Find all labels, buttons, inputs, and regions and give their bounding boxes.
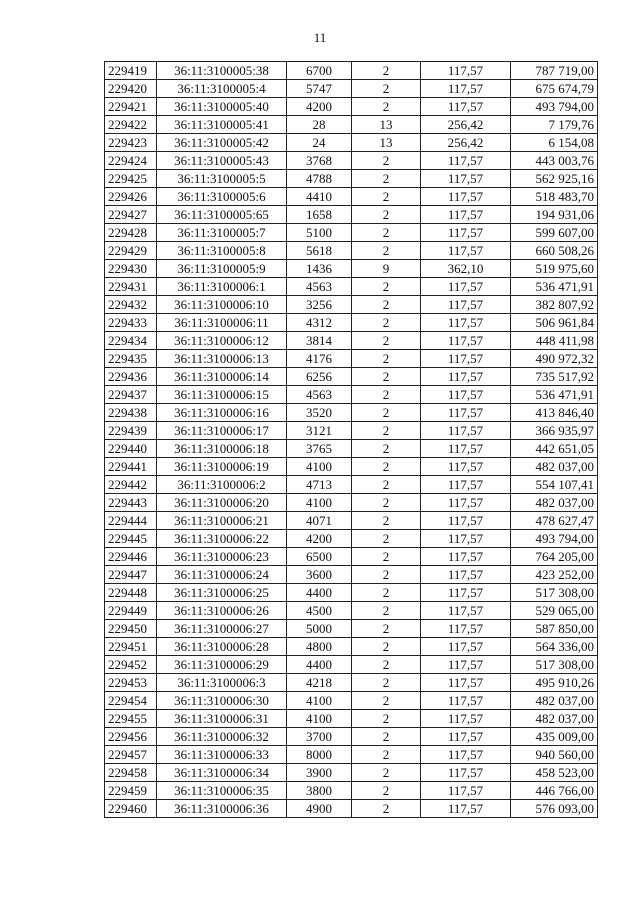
area-cell: 4400 [287,656,352,674]
table-body [105,62,598,818]
value-cell: 506 961,84 [511,314,598,332]
row-id-cell: 229431 [105,278,157,296]
rate-cell: 117,57 [421,548,511,566]
area-cell: 5100 [287,224,352,242]
rate-cell: 117,57 [421,422,511,440]
value-cell: 366 935,97 [511,422,598,440]
row-id-cell: 229435 [105,350,157,368]
rate-cell: 117,57 [421,458,511,476]
rate-cell: 117,57 [421,476,511,494]
area-cell: 4563 [287,386,352,404]
row-id-cell: 229445 [105,530,157,548]
cadastral-number-cell: 36:11:3100005:42 [157,134,287,152]
row-id-cell: 229426 [105,188,157,206]
rate-cell: 117,57 [421,278,511,296]
area-cell: 3121 [287,422,352,440]
code-cell: 2 [352,746,421,764]
code-cell: 2 [352,620,421,638]
row-id-cell: 229446 [105,548,157,566]
row-id-cell: 229429 [105,242,157,260]
code-cell: 2 [352,206,421,224]
table-row [105,206,598,224]
value-cell: 536 471,91 [511,386,598,404]
rate-cell: 117,57 [421,350,511,368]
rate-cell: 117,57 [421,656,511,674]
rate-cell: 117,57 [421,638,511,656]
table-row [105,458,598,476]
cadastral-number-cell: 36:11:3100006:31 [157,710,287,728]
table-row [105,350,598,368]
cadastral-number-cell: 36:11:3100005:7 [157,224,287,242]
area-cell: 4071 [287,512,352,530]
row-id-cell: 229436 [105,368,157,386]
cadastral-number-cell: 36:11:3100006:26 [157,602,287,620]
value-cell: 519 975,60 [511,260,598,278]
row-id-cell: 229443 [105,494,157,512]
row-id-cell: 229451 [105,638,157,656]
value-cell: 478 627,47 [511,512,598,530]
cadastral-number-cell: 36:11:3100006:27 [157,620,287,638]
table-row [105,530,598,548]
area-cell: 8000 [287,746,352,764]
code-cell: 2 [352,512,421,530]
cadastral-number-cell: 36:11:3100006:29 [157,656,287,674]
code-cell: 2 [352,278,421,296]
table-row [105,260,598,278]
value-cell: 493 794,00 [511,530,598,548]
rate-cell: 117,57 [421,386,511,404]
rate-cell: 117,57 [421,224,511,242]
code-cell: 2 [352,314,421,332]
table-row [105,512,598,530]
cadastral-number-cell: 36:11:3100006:16 [157,404,287,422]
row-id-cell: 229459 [105,782,157,800]
cadastral-number-cell: 36:11:3100006:34 [157,764,287,782]
value-cell: 458 523,00 [511,764,598,782]
rate-cell: 117,57 [421,368,511,386]
cadastral-number-cell: 36:11:3100006:25 [157,584,287,602]
area-cell: 1658 [287,206,352,224]
rate-cell: 362,10 [421,260,511,278]
row-id-cell: 229448 [105,584,157,602]
value-cell: 423 252,00 [511,566,598,584]
table-row [105,620,598,638]
row-id-cell: 229434 [105,332,157,350]
value-cell: 382 807,92 [511,296,598,314]
rate-cell: 117,57 [421,530,511,548]
row-id-cell: 229456 [105,728,157,746]
value-cell: 735 517,92 [511,368,598,386]
rate-cell: 256,42 [421,134,511,152]
cadastral-number-cell: 36:11:3100005:4 [157,80,287,98]
code-cell: 9 [352,260,421,278]
area-cell: 6500 [287,548,352,566]
value-cell: 764 205,00 [511,548,598,566]
code-cell: 2 [352,584,421,602]
cadastral-number-cell: 36:11:3100006:3 [157,674,287,692]
cadastral-number-cell: 36:11:3100006:22 [157,530,287,548]
cadastral-number-cell: 36:11:3100006:30 [157,692,287,710]
table-row [105,422,598,440]
table-row [105,800,598,818]
value-cell: 787 719,00 [511,62,598,80]
cadastral-number-cell: 36:11:3100005:6 [157,188,287,206]
code-cell: 2 [352,422,421,440]
code-cell: 2 [352,242,421,260]
area-cell: 4563 [287,278,352,296]
code-cell: 2 [352,458,421,476]
rate-cell: 117,57 [421,332,511,350]
cadastral-number-cell: 36:11:3100006:19 [157,458,287,476]
table-row [105,188,598,206]
area-cell: 4218 [287,674,352,692]
row-id-cell: 229440 [105,440,157,458]
table-row [105,494,598,512]
rate-cell: 117,57 [421,98,511,116]
value-cell: 554 107,41 [511,476,598,494]
value-cell: 599 607,00 [511,224,598,242]
cadastral-number-cell: 36:11:3100005:5 [157,170,287,188]
code-cell: 2 [352,188,421,206]
table-row [105,584,598,602]
value-cell: 564 336,00 [511,638,598,656]
value-cell: 448 411,98 [511,332,598,350]
value-cell: 576 093,00 [511,800,598,818]
code-cell: 2 [352,494,421,512]
area-cell: 3256 [287,296,352,314]
value-cell: 562 925,16 [511,170,598,188]
code-cell: 2 [352,800,421,818]
table-row [105,278,598,296]
cadastral-number-cell: 36:11:3100005:38 [157,62,287,80]
table-row [105,314,598,332]
rate-cell: 117,57 [421,314,511,332]
row-id-cell: 229453 [105,674,157,692]
table-row [105,98,598,116]
code-cell: 2 [352,602,421,620]
rate-cell: 117,57 [421,188,511,206]
table-row [105,710,598,728]
value-cell: 442 651,05 [511,440,598,458]
code-cell: 2 [352,224,421,242]
value-cell: 482 037,00 [511,710,598,728]
code-cell: 2 [352,350,421,368]
row-id-cell: 229442 [105,476,157,494]
cadastral-number-cell: 36:11:3100006:10 [157,296,287,314]
area-cell: 3768 [287,152,352,170]
area-cell: 3765 [287,440,352,458]
area-cell: 4713 [287,476,352,494]
code-cell: 2 [352,728,421,746]
table-row [105,404,598,422]
table-row [105,746,598,764]
table-row [105,548,598,566]
code-cell: 2 [352,332,421,350]
row-id-cell: 229450 [105,620,157,638]
code-cell: 2 [352,764,421,782]
code-cell: 2 [352,692,421,710]
value-cell: 517 308,00 [511,656,598,674]
area-cell: 3900 [287,764,352,782]
code-cell: 2 [352,674,421,692]
code-cell: 2 [352,476,421,494]
code-cell: 13 [352,134,421,152]
cadastral-value-table [104,61,598,818]
area-cell: 28 [287,116,352,134]
rate-cell: 117,57 [421,764,511,782]
area-cell: 4788 [287,170,352,188]
area-cell: 3800 [287,782,352,800]
cadastral-number-cell: 36:11:3100006:1 [157,278,287,296]
area-cell: 4410 [287,188,352,206]
row-id-cell: 229428 [105,224,157,242]
rate-cell: 117,57 [421,512,511,530]
value-cell: 587 850,00 [511,620,598,638]
code-cell: 2 [352,530,421,548]
table-row [105,728,598,746]
value-cell: 194 931,06 [511,206,598,224]
cadastral-number-cell: 36:11:3100006:36 [157,800,287,818]
cadastral-number-cell: 36:11:3100005:43 [157,152,287,170]
area-cell: 4100 [287,692,352,710]
rate-cell: 117,57 [421,494,511,512]
cadastral-number-cell: 36:11:3100006:12 [157,332,287,350]
rate-cell: 117,57 [421,710,511,728]
row-id-cell: 229420 [105,80,157,98]
cadastral-number-cell: 36:11:3100006:35 [157,782,287,800]
cadastral-number-cell: 36:11:3100006:33 [157,746,287,764]
cadastral-number-cell: 36:11:3100005:65 [157,206,287,224]
row-id-cell: 229441 [105,458,157,476]
area-cell: 4176 [287,350,352,368]
value-cell: 446 766,00 [511,782,598,800]
cadastral-number-cell: 36:11:3100006:23 [157,548,287,566]
row-id-cell: 229421 [105,98,157,116]
value-cell: 517 308,00 [511,584,598,602]
row-id-cell: 229427 [105,206,157,224]
row-id-cell: 229437 [105,386,157,404]
table-row [105,764,598,782]
rate-cell: 117,57 [421,170,511,188]
value-cell: 529 065,00 [511,602,598,620]
table-row [105,638,598,656]
row-id-cell: 229457 [105,746,157,764]
cadastral-number-cell: 36:11:3100005:9 [157,260,287,278]
row-id-cell: 229460 [105,800,157,818]
value-cell: 482 037,00 [511,458,598,476]
row-id-cell: 229439 [105,422,157,440]
code-cell: 2 [352,368,421,386]
area-cell: 4200 [287,98,352,116]
cadastral-number-cell: 36:11:3100006:13 [157,350,287,368]
code-cell: 2 [352,404,421,422]
row-id-cell: 229419 [105,62,157,80]
rate-cell: 117,57 [421,404,511,422]
row-id-cell: 229454 [105,692,157,710]
rate-cell: 117,57 [421,62,511,80]
row-id-cell: 229430 [105,260,157,278]
value-cell: 518 483,70 [511,188,598,206]
area-cell: 5618 [287,242,352,260]
table-row [105,476,598,494]
area-cell: 4800 [287,638,352,656]
code-cell: 2 [352,638,421,656]
code-cell: 2 [352,782,421,800]
value-cell: 7 179,76 [511,116,598,134]
cadastral-number-cell: 36:11:3100006:11 [157,314,287,332]
cadastral-number-cell: 36:11:3100006:14 [157,368,287,386]
rate-cell: 117,57 [421,746,511,764]
row-id-cell: 229422 [105,116,157,134]
table-row [105,332,598,350]
table-row [105,782,598,800]
area-cell: 4200 [287,530,352,548]
value-cell: 413 846,40 [511,404,598,422]
value-cell: 435 009,00 [511,728,598,746]
table-row [105,296,598,314]
cadastral-number-cell: 36:11:3100005:41 [157,116,287,134]
cadastral-number-cell: 36:11:3100006:28 [157,638,287,656]
code-cell: 2 [352,296,421,314]
area-cell: 24 [287,134,352,152]
row-id-cell: 229432 [105,296,157,314]
rate-cell: 117,57 [421,800,511,818]
cadastral-number-cell: 36:11:3100005:8 [157,242,287,260]
value-cell: 490 972,32 [511,350,598,368]
area-cell: 4400 [287,584,352,602]
area-cell: 3600 [287,566,352,584]
value-cell: 493 794,00 [511,98,598,116]
row-id-cell: 229424 [105,152,157,170]
row-id-cell: 229425 [105,170,157,188]
table-row [105,386,598,404]
row-id-cell: 229423 [105,134,157,152]
value-cell: 482 037,00 [511,494,598,512]
table-row [105,134,598,152]
cadastral-number-cell: 36:11:3100006:21 [157,512,287,530]
area-cell: 3814 [287,332,352,350]
rate-cell: 117,57 [421,584,511,602]
cadastral-number-cell: 36:11:3100006:32 [157,728,287,746]
row-id-cell: 229433 [105,314,157,332]
row-id-cell: 229452 [105,656,157,674]
rate-cell: 117,57 [421,728,511,746]
table-row [105,62,598,80]
table-row [105,440,598,458]
row-id-cell: 229455 [105,710,157,728]
area-cell: 5000 [287,620,352,638]
table-row [105,692,598,710]
code-cell: 13 [352,116,421,134]
rate-cell: 117,57 [421,296,511,314]
value-cell: 6 154,08 [511,134,598,152]
area-cell: 3700 [287,728,352,746]
area-cell: 4312 [287,314,352,332]
cadastral-number-cell: 36:11:3100006:20 [157,494,287,512]
row-id-cell: 229444 [105,512,157,530]
value-cell: 536 471,91 [511,278,598,296]
value-cell: 443 003,76 [511,152,598,170]
rate-cell: 117,57 [421,152,511,170]
area-cell: 5747 [287,80,352,98]
table-row [105,566,598,584]
code-cell: 2 [352,170,421,188]
code-cell: 2 [352,440,421,458]
area-cell: 4100 [287,710,352,728]
area-cell: 3520 [287,404,352,422]
table-row [105,80,598,98]
cadastral-number-cell: 36:11:3100005:40 [157,98,287,116]
row-id-cell: 229438 [105,404,157,422]
table-row [105,602,598,620]
value-cell: 482 037,00 [511,692,598,710]
table-row [105,170,598,188]
area-cell: 6256 [287,368,352,386]
code-cell: 2 [352,152,421,170]
table-row [105,224,598,242]
cadastral-number-cell: 36:11:3100006:15 [157,386,287,404]
value-cell: 660 508,26 [511,242,598,260]
rate-cell: 117,57 [421,242,511,260]
table-row [105,674,598,692]
table-row [105,242,598,260]
area-cell: 4100 [287,494,352,512]
table-row [105,656,598,674]
rate-cell: 117,57 [421,206,511,224]
rate-cell: 117,57 [421,782,511,800]
cadastral-number-cell: 36:11:3100006:18 [157,440,287,458]
cadastral-number-cell: 36:11:3100006:24 [157,566,287,584]
code-cell: 2 [352,80,421,98]
area-cell: 6700 [287,62,352,80]
cadastral-number-cell: 36:11:3100006:17 [157,422,287,440]
rate-cell: 117,57 [421,692,511,710]
area-cell: 4500 [287,602,352,620]
code-cell: 2 [352,548,421,566]
table-row [105,152,598,170]
code-cell: 2 [352,656,421,674]
value-cell: 495 910,26 [511,674,598,692]
row-id-cell: 229449 [105,602,157,620]
table-row [105,116,598,134]
rate-cell: 117,57 [421,80,511,98]
rate-cell: 117,57 [421,602,511,620]
area-cell: 4900 [287,800,352,818]
code-cell: 2 [352,98,421,116]
code-cell: 2 [352,62,421,80]
table-row [105,368,598,386]
code-cell: 2 [352,386,421,404]
page-number: 11 [313,30,327,45]
code-cell: 2 [352,566,421,584]
area-cell: 4100 [287,458,352,476]
rate-cell: 256,42 [421,116,511,134]
rate-cell: 117,57 [421,566,511,584]
cadastral-number-cell: 36:11:3100006:2 [157,476,287,494]
value-cell: 940 560,00 [511,746,598,764]
area-cell: 1436 [287,260,352,278]
rate-cell: 117,57 [421,620,511,638]
row-id-cell: 229447 [105,566,157,584]
rate-cell: 117,57 [421,674,511,692]
row-id-cell: 229458 [105,764,157,782]
code-cell: 2 [352,710,421,728]
value-cell: 675 674,79 [511,80,598,98]
rate-cell: 117,57 [421,440,511,458]
